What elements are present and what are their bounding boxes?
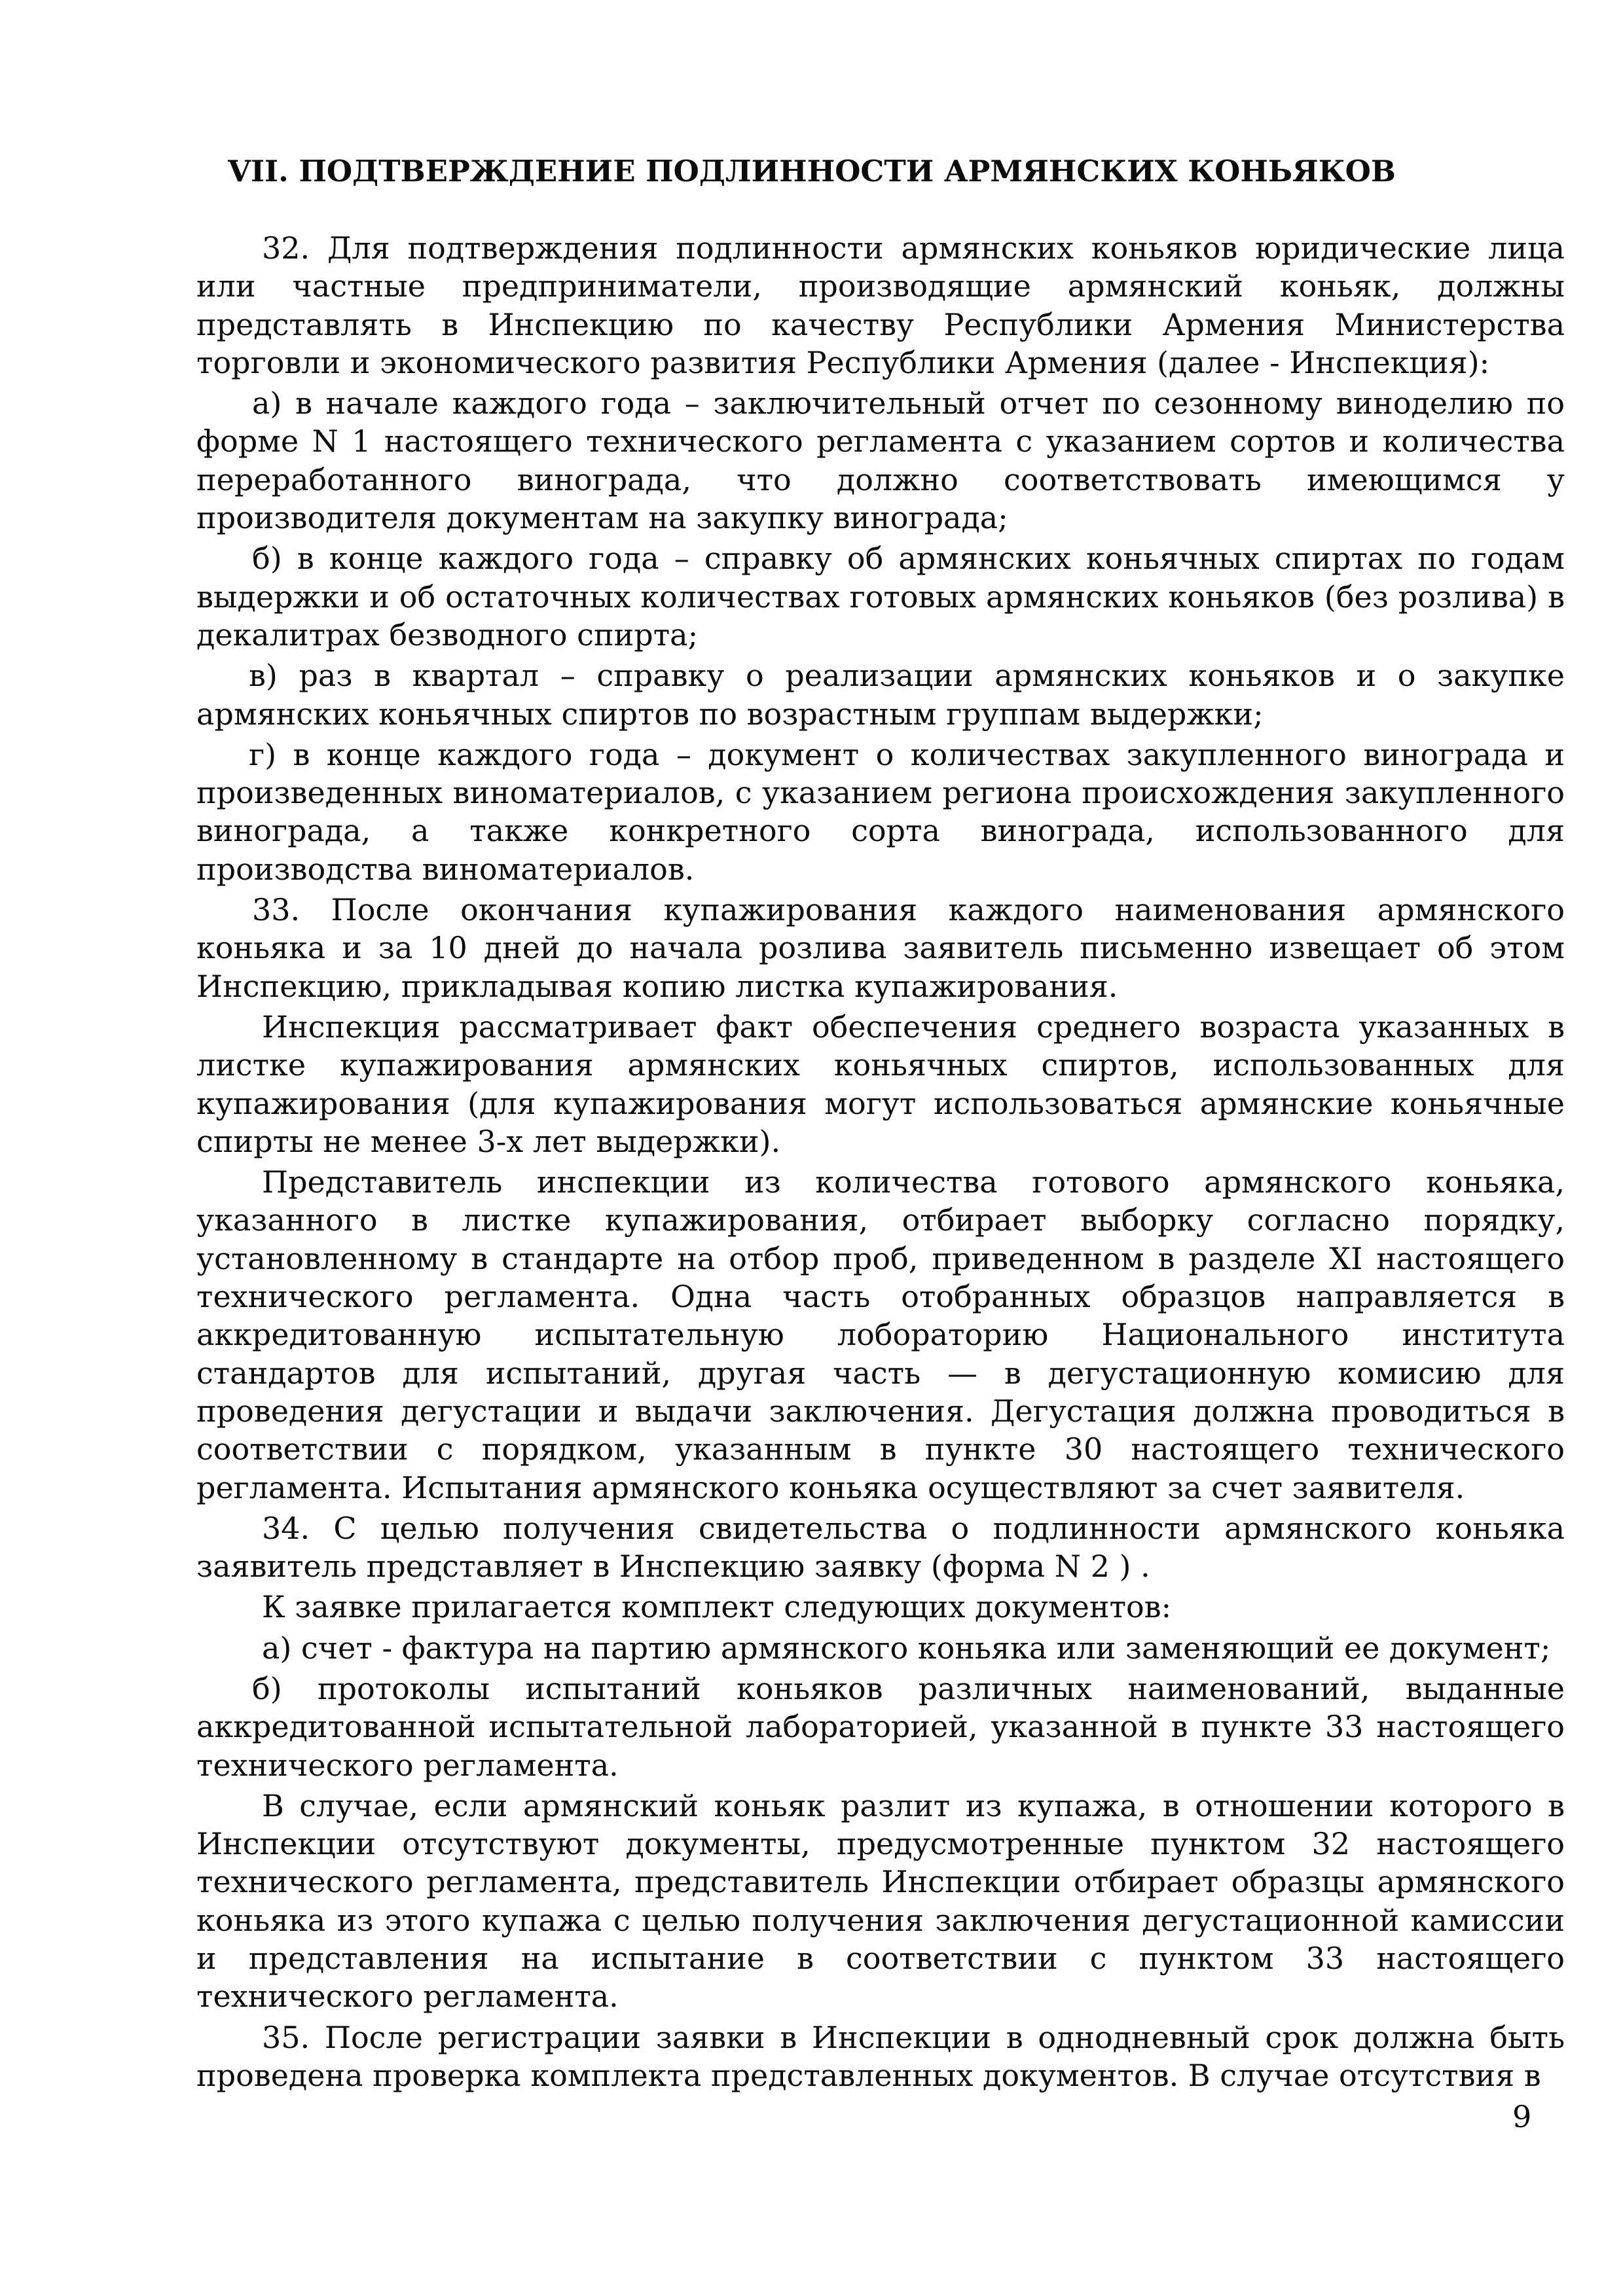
paragraph-34-case: В случае, если армянский коньяк разлит из купажа, в отношении которого в Инспекции отсутствуют документы, предусмотренные пунктом 32 настоящего технического регламента, представитель Инспекции отбирает образцы армянского коньяка из этого купажа с целью получения заключения дегустационной камиссии и представления на испытание в соответствии с пунктом 33 настоящего технического регламента. xyxy=(196,1787,1565,2015)
paragraph-32-item-v: в) раз в квартал – справку о реализации армянских коньяков и о закупке армянских коньячных спиртов по возрастным группам выдержки; xyxy=(196,658,1565,732)
paragraph-33-representative: Представитель инспекции из количества готового армянского коньяка, указанного в листке купажирования, отбирает выборку согласно порядку, установленному в стандарте на отбор проб, приведенном в разделе XI настоящего технического регламента. Одна часть отобранных образцов направляется в аккредитованную испытательную лоборaторию Национального института стандартов для испытаний, другая часть — в дегустационную комисию для проведения дегустации и выдачи заключения. Дегустация должна проводиться в соответствии с порядком, указанным в пункте 30 настоящего технического регламента. Испытания армянского коньяка осуществляют за счет заявителя. xyxy=(196,1164,1565,1505)
paragraph-34-item-a: а) счет - фактура на партию армянского коньяка или заменяющий ее документ; xyxy=(262,1630,1551,1666)
paragraph-32-item-a: а) в начале каждого года – заключительный отчет по сезонному виноделию по форме N 1 настоящего технического регламента с указанием сортов и количества переработанного винограда, что должно соответствовать имеющимся у производителя документам на закупку винограда; xyxy=(196,386,1565,536)
paragraph-32-item-g: г) в конце каждого года – документ о количествах закупленного винограда и произведенных виноматериалов, с указанием региона происхождения закупленного винограда, а также конкретного сорта винограда, использованного для производства виноматериалов. xyxy=(196,736,1565,887)
paragraph-35: 35. После регистрации заявки в Инспекции в однодневный срок должна быть проведена проверка комплекта представленных документов. В случае отсутствия в xyxy=(196,2019,1565,2093)
page-number: 9 xyxy=(1512,2099,1532,2134)
paragraph-32-item-b: б) в конце каждого года – справку об армянских коньячных спиртах по годам выдержки и об остаточных количествах готовых армянских коньяков (без розлива) в декалитрах безводного спирта; xyxy=(196,541,1565,653)
paragraph-34-attachments: К заявке прилагается комплект следующих документов: xyxy=(262,1589,1172,1625)
paragraph-32: 32. Для подтверждения подлинности армянских коньяков юридические лица или частные предприниматели, производящие армянский коньяк, должны представлять в Инспекцию по качеству Республики Армения Министерства торговли и экономического развития Республики Армения (далее - Инспекция): xyxy=(196,230,1565,380)
paragraph-33-inspection: Инспекция рассматривает факт обеспечения среднего возраста указанных в листке купажирования армянских коньячных спиртов, использованных для купажирования (для купажирования могут использоваться армянские коньячные спирты не менее 3-х лет выдержки). xyxy=(196,1009,1565,1159)
section-title: VII. ПОДТВЕРЖДЕНИЕ ПОДЛИННОСТИ АРМЯНСКИХ КОНЬЯКОВ xyxy=(228,154,1396,188)
document-body xyxy=(196,229,1565,2097)
paragraph-34-item-b: б) протоколы испытаний коньяков различных наименований, выданные аккредитованной испытательной лабораторией, указанной в пункте 33 настоящего технического регламента. xyxy=(196,1670,1565,1783)
paragraph-33: 33. После окончания купажирования каждого наименования армянского коньяка и за 10 дней до начала розлива заявитель письменно извещает об этом Инспекцию, прикладывая копию листка купажирования. xyxy=(196,892,1565,1004)
paragraph-34: 34. С целью получения свидетельства о подлинности армянского коньяка заявитель представляет в Инспекцию заявку (форма N 2 ) . xyxy=(196,1510,1565,1585)
